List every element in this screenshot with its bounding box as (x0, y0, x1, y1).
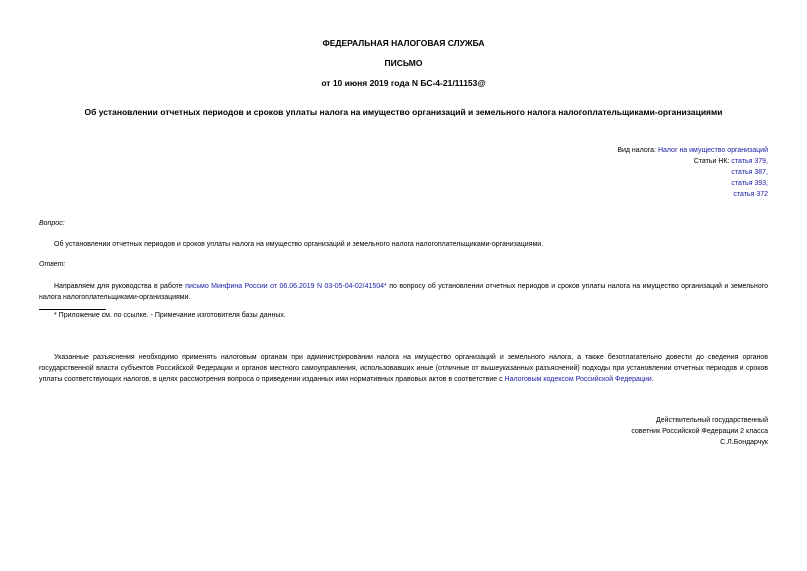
footnote-text: * Приложение см. по ссылке. - Примечание изготовителя базы данных. (54, 312, 286, 319)
signature-rank-line-2: советник Российской Федерации 2 класса (631, 428, 768, 435)
article-387-line (731, 167, 768, 178)
minfin-letter-link[interactable]: письмо Минфина России от 06.06.2019 N 03-05-04-02/41504* (185, 283, 387, 290)
article-393-line (731, 178, 768, 189)
document-type: ПИСЬМО (384, 58, 423, 68)
answer-text (39, 281, 768, 303)
article-387-link[interactable]: статья 387, (731, 169, 768, 176)
footnote-separator (39, 309, 106, 310)
question-label: Вопрос: (39, 220, 65, 227)
article-372-line (733, 189, 768, 200)
answer-text-end: по вопросу об установлении отчетных периодов и сроков уплаты налога на имущество организаций и земельного налога налогоплательщиками-организациями. (39, 283, 769, 301)
instruction-text-end: . (651, 376, 654, 383)
tax-kind-line (617, 145, 768, 156)
article-379-link[interactable]: статья 379, (731, 158, 768, 165)
signature-name: С.Л.Бондарчук (720, 439, 768, 446)
agency-name: ФЕДЕРАЛЬНАЯ НАЛОГОВАЯ СЛУЖБА (322, 38, 485, 48)
article-393-link[interactable]: статья 393, (731, 180, 768, 187)
document-subject: Об установлении отчетных периодов и сроков уплаты налога на имущество организаций и земельного налога налогоплательщиками-организациями (84, 107, 723, 117)
signature-block (631, 415, 768, 448)
document-date-number: от 10 июня 2019 года N БС-4-21/11153@ (321, 78, 486, 88)
tax-kind-link[interactable]: Налог на имущество организаций (657, 147, 768, 154)
answer-label: Ответ: (39, 261, 66, 268)
answer-text-start: Направляем для руководства в работе (54, 283, 186, 290)
instruction-text (39, 352, 768, 385)
instruction-text-start: Указанные разъяснения необходимо применять налоговым органам при администрировании налога на имущество организаций и земельного налога, а также безотлагательно довести до сведения органов государственной власти субъектов Российской Федерации и органов местного самоуправления, использовавших иные (отличные от вышеуказанных разъяснений) подходы при установлении отчетных периодов и сроков уплаты соответствующих налогов, в целях рассмотрения вопроса о приведении изданных ими нормативных правовых актов в соответствие с (39, 354, 768, 383)
signature-rank-line-1: Действительный государственный (656, 417, 768, 424)
tax-code-link[interactable]: Налоговым кодексом Российской Федерации (504, 376, 652, 383)
articles-label: Статьи НК: (693, 158, 732, 165)
question-text: Об установлении отчетных периодов и сроков уплаты налога на имущество организаций и земельного налога налогоплательщиками-организациями. (54, 241, 544, 248)
articles-line (694, 156, 768, 167)
tax-kind-label: Вид налога: (617, 147, 658, 154)
article-372-link[interactable]: статья 372 (733, 191, 768, 198)
